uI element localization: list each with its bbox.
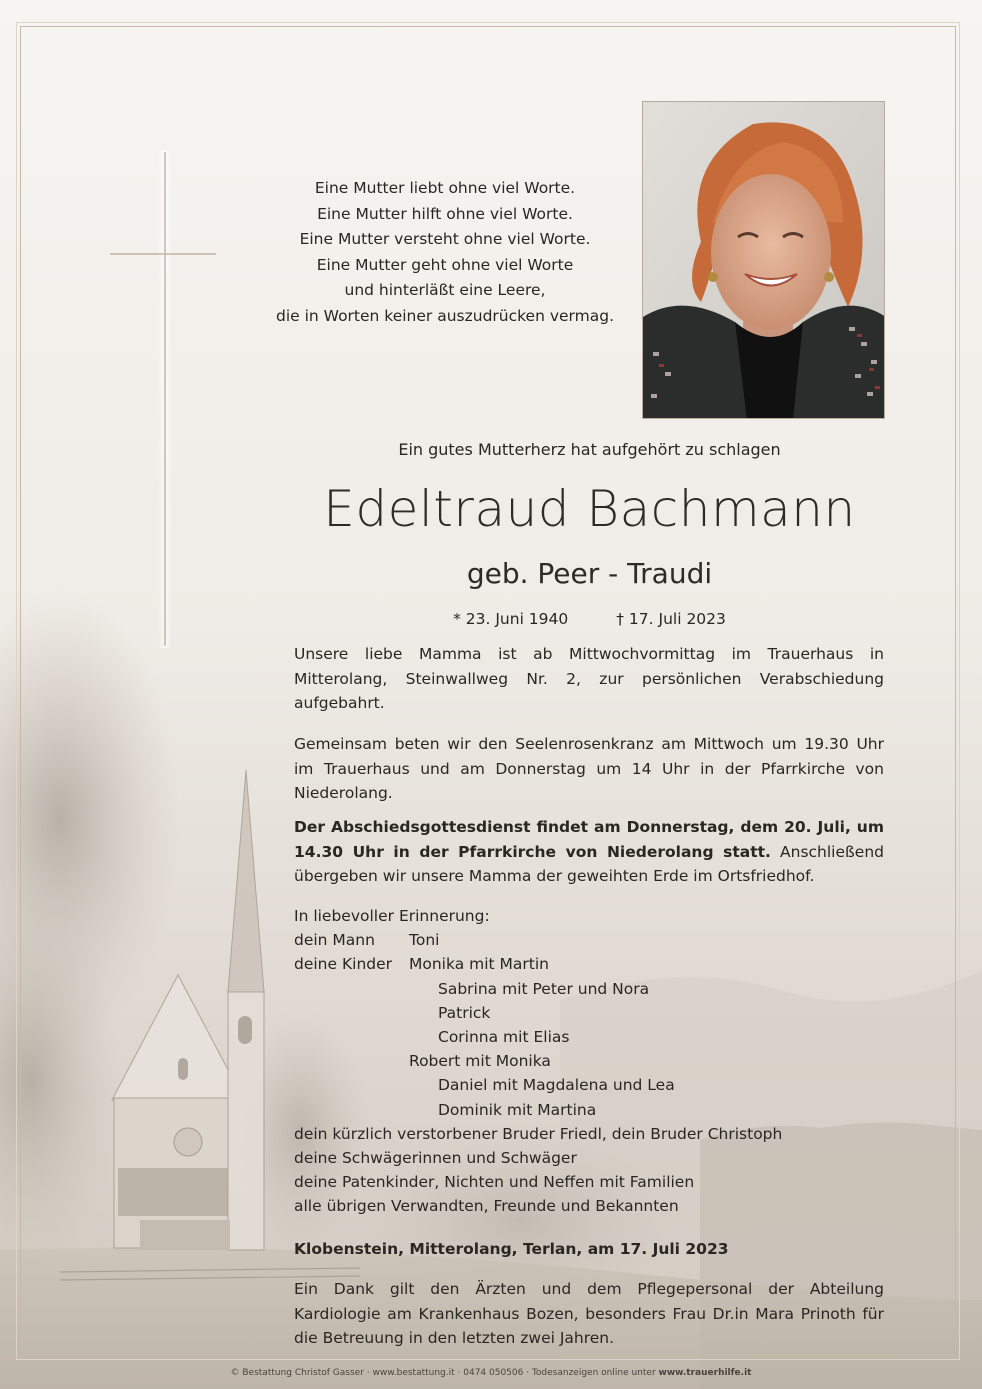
poem-line: Eine Mutter versteht ohne viel Worte. (299, 230, 591, 248)
text-line: Gemeinsam beten wir den Seelenrosenkranz am Mittwoch um 19.30 Uhr (294, 735, 884, 753)
text-line: Niederolang. (294, 784, 393, 802)
headline: Ein gutes Mutterherz hat aufgehört zu schlagen (398, 440, 781, 459)
grandchild-entry: Daniel mit Magdalena und Lea (438, 1076, 675, 1095)
portrait-photo (642, 101, 885, 419)
birth-name: geb. Peer - Traudi (466, 557, 713, 590)
family-list (294, 904, 884, 1218)
text-line: Mitterolang, Steinwallweg Nr. 2, zur persönlichen Verabschiedung (294, 669, 884, 688)
text-line: Ein Dank gilt den Ärzten und dem Pflegepersonal der Abteilung (294, 1280, 884, 1298)
text-line: aufgebahrt. (294, 694, 385, 712)
relative-entry: deine Patenkinder, Nichten und Neffen mit Familien (294, 1173, 695, 1192)
relative-entry: dein kürzlich verstorbener Bruder Friedl, dein Bruder Christoph (294, 1124, 783, 1143)
poem (230, 176, 660, 329)
footer-text: © Bestattung Christof Gasser · www.bestattung.it · 0474 050506 · Todesanzeigen online unter (230, 1368, 659, 1378)
husband-name: Toni (409, 931, 440, 950)
viewing-paragraph (294, 642, 884, 716)
poem-line: die in Worten keiner auszudrücken vermag. (275, 306, 615, 325)
death-date: † 17. Juli 2023 (616, 610, 726, 628)
text-line: 14.30 Uhr in der Pfarrkirche von Niederolang statt. (294, 842, 771, 861)
family-intro: In liebevoller Erinnerung: (294, 907, 490, 925)
grandchild-entry: Patrick (438, 1003, 491, 1022)
poem-line: und hinterläßt eine Leere, (344, 281, 546, 299)
life-dates (296, 610, 883, 628)
deceased-name: Edeltraud Bachmann (323, 480, 856, 538)
rosary-paragraph (294, 732, 884, 806)
thanks-paragraph (294, 1277, 884, 1351)
text-line: die Betreuung in den letzten zwei Jahren. (294, 1329, 615, 1347)
text-line: Kardiologie am Krankenhaus Bozen, besonders Frau Dr.in Mara Prinoth für (294, 1304, 884, 1323)
text-line: Unsere liebe Mamma ist ab Mittwochvormittag im Trauerhaus in (294, 645, 884, 663)
husband-label: dein Mann (294, 931, 375, 950)
child-entry: Robert mit Monika (409, 1052, 551, 1071)
birth-date: * 23. Juni 1940 (453, 610, 569, 628)
funeral-paragraph (294, 815, 884, 889)
footer (0, 1368, 982, 1378)
poem-line: Eine Mutter hilft ohne viel Worte. (317, 204, 573, 223)
poem-line: Eine Mutter geht ohne viel Worte (316, 255, 574, 274)
grandchild-entry: Corinna mit Elias (438, 1027, 570, 1046)
text-line: Der Abschiedsgottesdienst findet am Donnerstag, dem 20. Juli, um (294, 818, 884, 836)
portrait-image (643, 102, 885, 419)
place-date: Klobenstein, Mitterolang, Terlan, am 17. Juli 2023 (294, 1240, 729, 1258)
relative-entry: deine Schwägerinnen und Schwäger (294, 1148, 577, 1167)
poem-line: Eine Mutter liebt ohne viel Worte. (314, 179, 576, 197)
grandchild-entry: Dominik mit Martina (438, 1100, 597, 1119)
child-entry: Monika mit Martin (409, 955, 549, 974)
text-line: Anschließend (780, 842, 884, 861)
children-label: deine Kinder (294, 955, 393, 974)
footer-link[interactable]: www.trauerhilfe.it (658, 1368, 752, 1378)
relative-entry: alle übrigen Verwandten, Freunde und Bekannten (294, 1197, 679, 1216)
text-line: übergeben wir unsere Mamma der geweihten Erde im Ortsfriedhof. (294, 867, 815, 885)
text-line: im Trauerhaus und am Donnerstag um 14 Uhr in der Pfarrkirche von (294, 759, 884, 778)
grandchild-entry: Sabrina mit Peter und Nora (438, 979, 650, 998)
